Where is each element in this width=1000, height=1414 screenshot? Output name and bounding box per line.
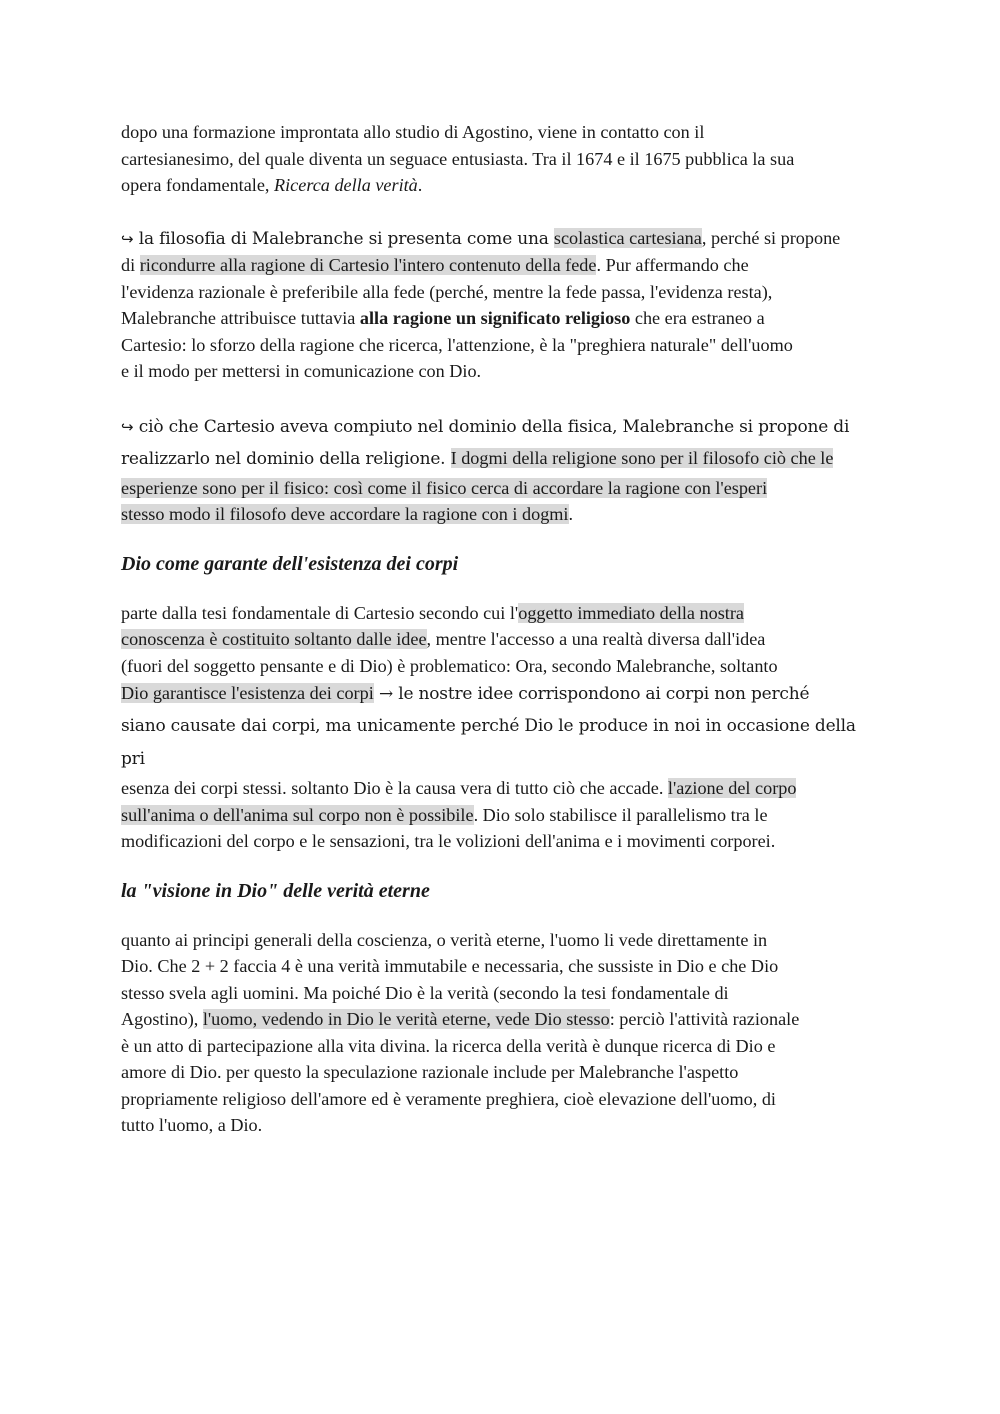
text-line — [121, 679, 881, 709]
text-span: : perciò l'attività razionale — [609, 1009, 800, 1029]
highlight: esperienze sono per il fisico: così come il fisico cerca di accordare la ragione con l'esperi — [121, 477, 768, 498]
highlight: l'azione del corpo — [667, 778, 797, 798]
text-line: è un atto di partecipazione alla vita divina. la ricerca della verità è dunque ricerca di Dio e — [121, 1035, 776, 1056]
text-span: parte dalla tesi fondamentale di Cartesio secondo cui l' — [121, 602, 519, 623]
text-line: cartesianesimo, del quale diventa un seguace entusiasta. Tra il 1674 e il 1675 pubblica la sua — [121, 148, 795, 169]
text-line — [121, 475, 881, 502]
text-span: siano causate dai corpi, ma unicamente perché Dio le produce in noi in occasione della — [121, 716, 856, 736]
highlight: Dio garantisce l'esistenza dei corpi — [121, 683, 374, 703]
highlight: l'uomo, vedendo in Dio le verità eterne, vede Dio stesso — [202, 1009, 610, 1029]
text-line: dopo una formazione improntata allo studio di Agostino, viene in contatto con il — [121, 122, 705, 142]
paragraph-scolastica — [121, 225, 881, 385]
book-title: Ricerca della verità — [274, 175, 418, 195]
paragraph-dogmi — [121, 411, 881, 528]
text-line — [121, 626, 881, 653]
arrow-icon: ↪ — [121, 417, 134, 436]
text-line: (fuori del soggetto pensante e di Dio) è problematico: Ora, secondo Malebranche, soltanto — [121, 655, 778, 676]
text-span: . Pur affermando che — [596, 255, 749, 275]
text-line — [121, 1006, 881, 1033]
text-span: che era estraneo a — [630, 308, 765, 328]
highlight: oggetto immediato della nostra — [518, 602, 744, 623]
paragraph-visione — [121, 927, 881, 1139]
paragraph-intro — [121, 119, 881, 199]
text-line: tutto l'uomo, a Dio. — [121, 1115, 263, 1135]
text-span: pri — [121, 749, 145, 769]
text-span: esenza dei corpi stessi. soltanto Dio è la causa vera di tutto ciò che accade. — [121, 778, 668, 798]
text-line — [121, 252, 881, 279]
text-span: ciò che Cartesio aveva compiuto nel dominio della fisica, Malebranche si propone di — [133, 416, 850, 437]
text-line: Dio. Che 2 + 2 faccia 4 è una verità immutabile e necessaria, che sussiste in Dio e che Dio — [121, 956, 779, 976]
text-span: di — [121, 255, 140, 275]
document-page — [121, 119, 881, 1139]
text-line: l'evidenza razionale è preferibile alla fede (perché, mentre la fede passa, l'evidenza resta), — [121, 281, 773, 302]
highlight: sull'anima o dell'anima sul corpo non è possibile — [121, 804, 474, 825]
text-line — [121, 305, 881, 332]
text-span: . — [417, 175, 423, 195]
text-span: opera fondamentale, — [121, 175, 275, 195]
text-line — [121, 501, 881, 528]
section-heading: la "visione in Dio" delle verità eterne — [121, 879, 430, 902]
text-line: e il modo per mettersi in comunicazione con Dio. — [121, 361, 482, 381]
text-span: , perché si propone — [701, 227, 841, 248]
highlight: ricondurre alla ragione di Cartesio l'intero contenuto della fede — [139, 255, 597, 275]
arrow-icon: ↪ — [121, 229, 134, 248]
text-line: stesso svela agli uomini. Ma poiché Dio è la verità (secondo la tesi fondamentale di — [121, 982, 729, 1003]
text-line: quanto ai principi generali della coscienza, o verità eterne, l'uomo li vede direttamente in — [121, 929, 768, 950]
text-line — [121, 172, 881, 199]
text-line: propriamente religioso dell'amore ed è veramente preghiera, cioè elevazione dell'uomo, di — [121, 1088, 776, 1109]
text-line — [121, 775, 881, 802]
section-heading: Dio come garante dell'esistenza dei corpi — [121, 552, 459, 575]
text-line — [121, 225, 881, 253]
text-span: Agostino), — [121, 1009, 203, 1029]
highlight: I dogmi della religione sono per il filosofo ciò che le — [450, 447, 834, 468]
text-line — [121, 709, 881, 742]
text-line: amore di Dio. per questo la speculazione razionale include per Malebranche l'aspetto — [121, 1062, 739, 1082]
text-line: Cartesio: lo sforzo della ragione che ricerca, l'attenzione, è la "preghiera naturale" dell'uomo — [121, 334, 793, 355]
text-span: . Dio solo stabilisce il parallelismo tra le — [473, 804, 768, 825]
text-line — [121, 802, 881, 829]
text-line — [121, 742, 881, 775]
paragraph-corpi — [121, 600, 881, 855]
highlight: scolastica cartesiana — [553, 227, 702, 248]
highlight: conoscenza è costituito soltanto dalle idee — [121, 629, 427, 649]
text-span: Malebranche attribuisce tuttavia — [121, 308, 360, 328]
text-line — [121, 600, 881, 627]
text-span: . — [568, 504, 574, 524]
text-line — [121, 411, 881, 443]
highlight: stesso modo il filosofo deve accordare la ragione con i dogmi — [121, 504, 569, 524]
text-span: , mentre l'accesso a una realtà diversa dall'idea — [426, 629, 766, 649]
text-span: → le nostre idee corrispondono ai corpi non perché — [373, 684, 810, 704]
text-span: la filosofia di Malebranche si presenta come una — [133, 228, 554, 249]
text-line — [121, 443, 881, 475]
text-span: realizzarlo nel dominio della religione. — [121, 448, 451, 469]
bold-text: alla ragione un significato religioso — [359, 308, 631, 328]
text-line: modificazioni del corpo e le sensazioni, tra le volizioni dell'anima e i movimenti corporei. — [121, 831, 776, 851]
